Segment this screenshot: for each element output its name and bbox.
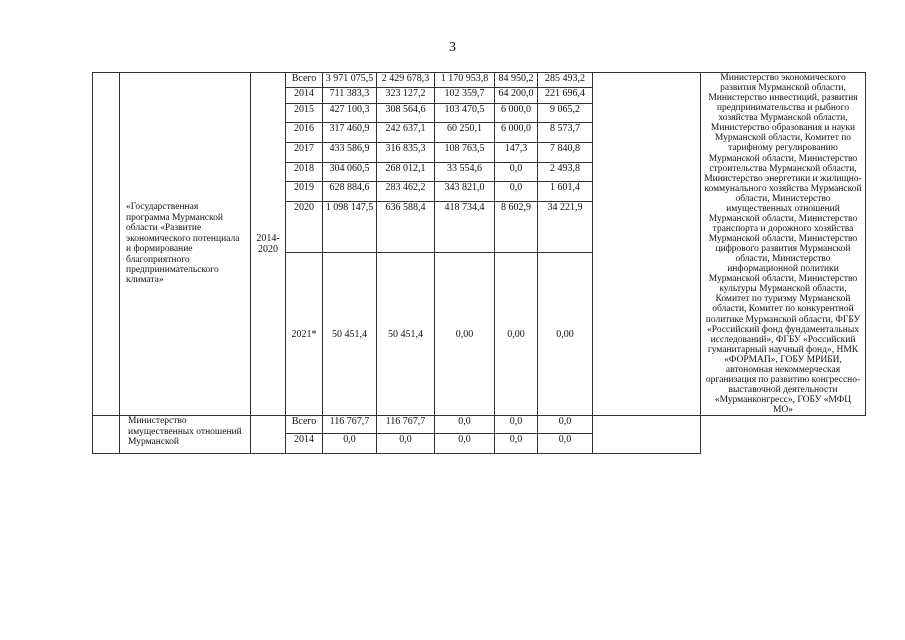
amount-cell: 323 127,2	[377, 88, 435, 103]
amount-cell: 285 493,2	[538, 73, 593, 88]
amount-cell: 8 602,9	[495, 201, 538, 252]
year-cell: 2019	[286, 182, 323, 202]
amount-cell: 221 696,4	[538, 88, 593, 103]
amount-cell: 0,0	[435, 434, 495, 454]
year-cell: 2017	[286, 142, 323, 162]
program-period: 2014-2020	[251, 73, 286, 416]
row-number-cell	[93, 73, 120, 416]
amount-cell: 1 601,4	[538, 182, 593, 202]
amount-cell: 6 000,0	[495, 103, 538, 123]
year-cell: Всего	[286, 73, 323, 88]
year-cell: 2014	[286, 434, 323, 454]
amount-cell: 636 588,4	[377, 201, 435, 252]
year-cell: 2016	[286, 123, 323, 143]
amount-cell: 7 840,8	[538, 142, 593, 162]
amount-cell: 0,0	[495, 182, 538, 202]
funding-table	[92, 72, 866, 454]
amount-cell: 0,0	[377, 434, 435, 454]
amount-cell: 0,0	[495, 162, 538, 182]
amount-cell: 308 564,6	[377, 103, 435, 123]
year-cell: Всего	[286, 416, 323, 434]
amount-cell: 84 950,2	[495, 73, 538, 88]
amount-cell: 711 383,3	[323, 88, 377, 103]
amount-cell: 242 637,1	[377, 123, 435, 143]
amount-cell: 9 065,2	[538, 103, 593, 123]
amount-cell: 268 012,1	[377, 162, 435, 182]
amount-cell: 103 470,5	[435, 103, 495, 123]
amount-cell: 116 767,7	[323, 416, 377, 434]
row-number-cell	[93, 416, 120, 454]
amount-cell: 0,00	[435, 253, 495, 416]
amount-cell: 60 250,1	[435, 123, 495, 143]
amount-cell: 34 221,9	[538, 201, 593, 252]
amount-cell: 343 821,0	[435, 182, 495, 202]
amount-cell: 8 573,7	[538, 123, 593, 143]
year-cell: 2021*	[286, 253, 323, 416]
amount-cell: 0,0	[538, 416, 593, 434]
ministry-name: Министерство имущественных отношений Мурманской	[120, 416, 251, 454]
amount-cell: 64 200,0	[495, 88, 538, 103]
amount-cell: 2 429 678,3	[377, 73, 435, 88]
executors-list: Министерство экономического развития Мурманской области, Министерство инвестиций, развития предпринимательства и рыбного хозяйства Мурманской области, Министерство образования и науки Мурманской области, Комитет по тарифному регулированию Мурманской области, Министерство строительства Мурманской области, Министерство энергетики и жилищно-коммунального хозяйства Мурманской области, Министерство имущественных отношений Мурманской области, Министерство транспорта и дорожного хозяйства Мурманской области, Министерство цифрового развития Мурманской области, Министерство информационной политики Мурманской области, Министерство культуры Мурманской области, Комитет по туризму Мурманской области, Комитет по конкурентной политике Мурманской области, ФГБУ «Российский фонд фундаментальных исследований», ФГБУ «Российский гуманитарный научный фонд», НМК «ФОРМАП», ГОБУ МРИБИ, автономная некоммерческая организация по развитию конгрессно-выставочной деятельности «Мурманконгресс», ГОБУ «МФЦ МО»	[701, 73, 866, 416]
amount-cell: 6 000,0	[495, 123, 538, 143]
amount-cell: 628 884,6	[323, 182, 377, 202]
amount-cell: 0,0	[538, 434, 593, 454]
amount-cell: 116 767,7	[377, 416, 435, 434]
program-name: «Государственная программа Мурманской области «Развитие экономического потенциала и формирование благоприятного предпринимательского климата»	[120, 73, 251, 416]
amount-cell: 0,00	[495, 253, 538, 416]
amount-cell: 433 586,9	[323, 142, 377, 162]
amount-cell: 147,3	[495, 142, 538, 162]
year-cell: 2018	[286, 162, 323, 182]
amount-cell: 283 462,2	[377, 182, 435, 202]
amount-cell: 316 835,3	[377, 142, 435, 162]
amount-cell: 0,00	[538, 253, 593, 416]
amount-cell: 0,0	[435, 416, 495, 434]
amount-cell: 33 554,6	[435, 162, 495, 182]
year-cell: 2015	[286, 103, 323, 123]
amount-cell: 1 098 147,5	[323, 201, 377, 252]
table-row	[93, 416, 866, 434]
amount-cell: 418 734,4	[435, 201, 495, 252]
amount-cell: 317 460,9	[323, 123, 377, 143]
period-cell	[251, 416, 286, 454]
amount-cell: 1 170 953,8	[435, 73, 495, 88]
year-cell: 2020	[286, 201, 323, 252]
amount-cell: 108 763,5	[435, 142, 495, 162]
amount-cell: 3 971 075,5	[323, 73, 377, 88]
amount-cell: 427 100,3	[323, 103, 377, 123]
table-row	[93, 73, 866, 88]
amount-cell: 50 451,4	[323, 253, 377, 416]
amount-cell: 0,0	[495, 416, 538, 434]
empty-cell	[593, 416, 701, 454]
empty-cell	[593, 73, 701, 416]
amount-cell: 0,0	[495, 434, 538, 454]
amount-cell: 2 493,8	[538, 162, 593, 182]
amount-cell: 304 060,5	[323, 162, 377, 182]
amount-cell: 102 359,7	[435, 88, 495, 103]
page-number: 3	[449, 40, 456, 55]
year-cell: 2014	[286, 88, 323, 103]
amount-cell: 50 451,4	[377, 253, 435, 416]
amount-cell: 0,0	[323, 434, 377, 454]
